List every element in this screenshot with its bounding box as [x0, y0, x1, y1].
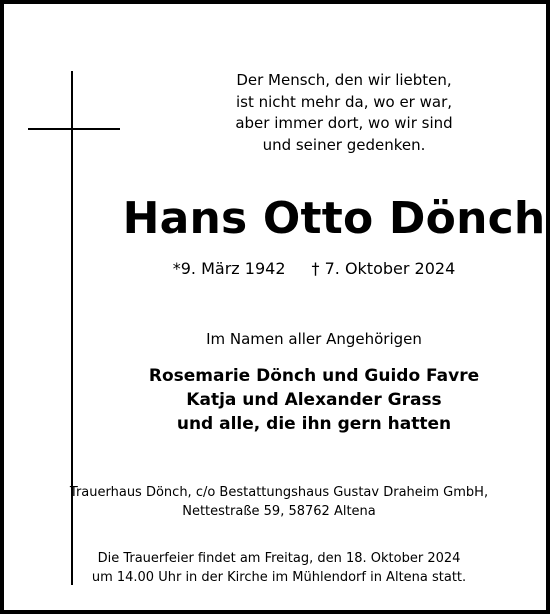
address-line: Trauerhaus Dönch, c/o Bestattungshaus Gustav Draheim GmbH,	[69, 485, 489, 500]
poem-line: aber immer dort, wo wir sind	[235, 114, 453, 132]
birth-date: *9. März 1942	[172, 259, 286, 278]
cross-horizontal-bar	[28, 128, 120, 130]
mourner-line: Rosemarie Dönch und Guido Favre	[148, 366, 480, 386]
mourner-line: Katja und Alexander Grass	[186, 390, 442, 410]
death-date: † 7. Oktober 2024	[311, 259, 456, 278]
life-dates	[114, 258, 514, 280]
service-line: um 14.00 Uhr in der Kirche im Mühlendorf in Altena statt.	[91, 570, 467, 585]
deceased-name: Hans Otto Dönch	[122, 193, 546, 244]
mourning-house-address	[29, 483, 529, 521]
behalf-line: Im Namen aller Angehörigen	[206, 330, 422, 348]
poem-line: und seiner gedenken.	[262, 135, 426, 154]
service-line: Die Trauerfeier findet am Freitag, den 18. Oktober 2024	[97, 551, 461, 566]
funeral-service-info	[29, 549, 529, 587]
mourner-line: und alle, die ihn gern hatten	[176, 414, 452, 434]
address-line: Nettestraße 59, 58762 Altena	[182, 504, 376, 519]
mourners-list	[94, 364, 534, 436]
memorial-poem	[204, 70, 484, 156]
poem-line: Der Mensch, den wir liebten,	[236, 71, 452, 89]
poem-line: ist nicht mehr da, wo er war,	[235, 92, 452, 111]
